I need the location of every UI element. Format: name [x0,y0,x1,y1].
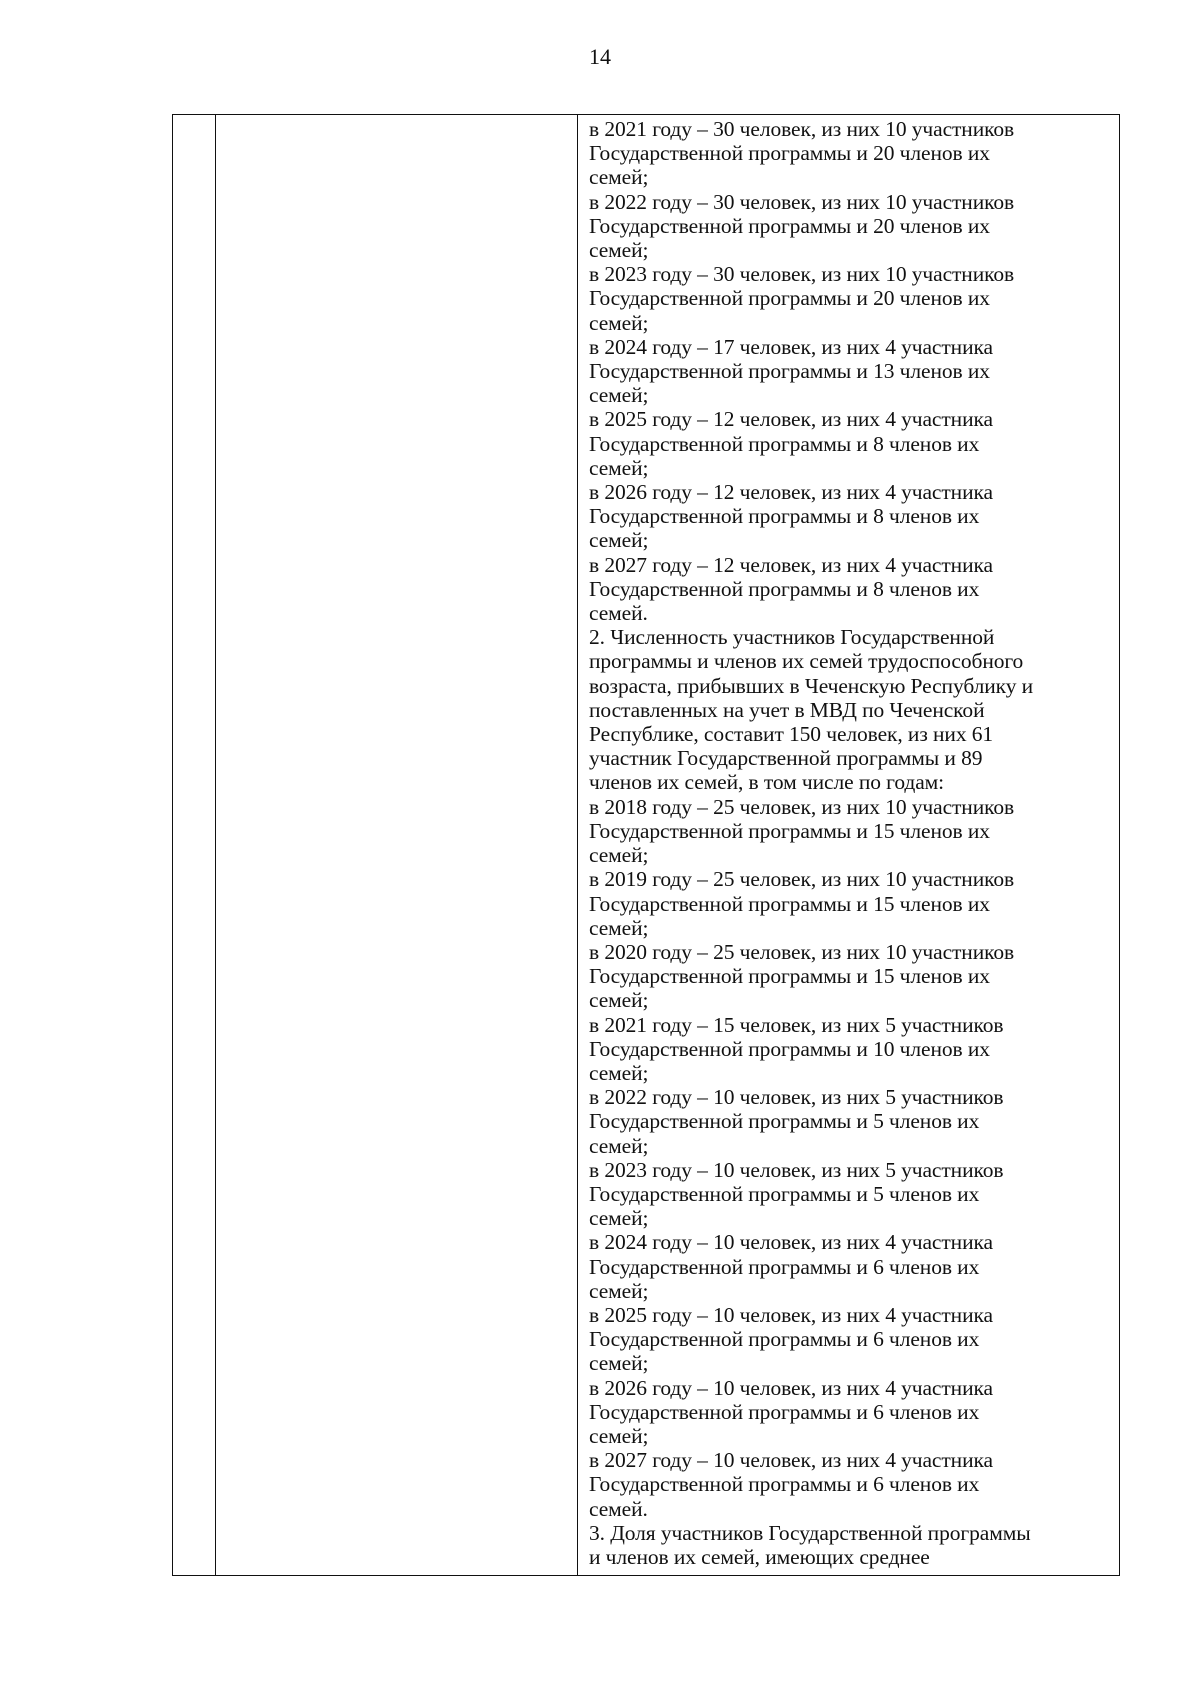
text-line: Государственной программы и 13 членов их [589,359,990,384]
text-line: семей; [589,1351,649,1376]
page-number: 14 [589,44,611,69]
text-line: в 2024 году – 17 человек, из них 4 участника [589,334,993,359]
text-line: семей; [589,310,649,335]
text-line: Государственной программы и 15 членов их [589,818,990,843]
text-line: программы и членов их семей трудоспособного [589,649,1024,674]
text-line: Государственной программы и 15 членов их [589,891,990,916]
text-line: в 2022 году – 10 человек, из них 5 участников [589,1085,1004,1110]
text-line: Государственной программы и 15 членов их [589,964,990,989]
text-line: Государственной программы и 5 членов их [589,1181,980,1206]
text-line: в 2023 году – 30 человек, из них 10 участников [589,262,1015,287]
text-line: семей; [589,843,649,868]
text-line: семей; [589,1423,649,1448]
text-line: в 2022 году – 30 человек, из них 10 участников [589,189,1015,214]
text-line: участник Государственной программы и 89 [589,746,983,771]
text-line: семей. [589,1496,648,1521]
text-line: Государственной программы и 5 членов их [589,1109,980,1134]
text-line: в 2024 году – 10 человек, из них 4 участника [589,1230,993,1255]
text-line: Государственной программы и 6 членов их [589,1254,980,1279]
column-divider-2 [577,115,578,1575]
text-line: Государственной программы и 20 членов их [589,213,990,238]
text-line: Государственной программы и 6 членов их [589,1399,980,1424]
text-line: семей; [589,383,649,408]
text-line: семей; [589,1278,649,1303]
text-line: Республике, составит 150 человек, из них 61 [589,722,994,747]
text-line: в 2026 году – 12 человек, из них 4 участника [589,480,993,505]
text-line: в 2021 году – 30 человек, из них 10 участников [589,117,1015,141]
text-line: 3. Доля участников Государственной программы [589,1520,1031,1545]
text-line: семей; [589,528,649,553]
text-line: членов их семей, в том числе по годам: [589,770,945,795]
text-line: и членов их семей, имеющих среднее [589,1544,930,1569]
text-line: в 2027 году – 12 человек, из них 4 участника [589,552,993,577]
text-line: семей; [589,1206,649,1231]
text-line: Государственной программы и 8 членов их [589,576,980,601]
text-line: семей; [589,1133,649,1158]
text-line: семей; [589,455,649,480]
text-line: возраста, прибывших в Чеченскую Республику и [589,673,1034,698]
text-line: семей; [589,1060,649,1085]
indicator-text-cell [589,117,1115,1569]
text-line: Государственной программы и 8 членов их [589,431,980,456]
document-table [172,114,1120,1576]
text-line: Государственной программы и 20 членов их [589,286,990,311]
text-line: в 2027 году – 10 человек, из них 4 участника [589,1448,993,1473]
text-line: семей. [589,601,648,626]
text-line: в 2025 году – 12 человек, из них 4 участника [589,407,993,432]
text-line: 2. Численность участников Государственной [589,625,995,650]
text-line: в 2019 году – 25 человек, из них 10 участников [589,867,1015,892]
text-line: семей; [589,238,649,263]
text-line: Государственной программы и 20 членов их [589,141,990,166]
text-line: в 2020 году – 25 человек, из них 10 участников [589,939,1015,964]
text-line: в 2023 году – 10 человек, из них 5 участников [589,1157,1004,1182]
text-line: Государственной программы и 10 членов их [589,1036,990,1061]
text-line: семей; [589,915,649,940]
text-line: поставленных на учет в МВД по Чеченской [589,697,985,722]
text-line: Государственной программы и 8 членов их [589,504,980,529]
text-line: семей; [589,988,649,1013]
column-divider-1 [215,115,216,1575]
text-line: Государственной программы и 6 членов их [589,1327,980,1352]
text-line: в 2026 году – 10 человек, из них 4 участника [589,1375,993,1400]
text-line: в 2021 году – 15 человек, из них 5 участников [589,1012,1004,1037]
text-line: Государственной программы и 6 членов их [589,1472,980,1497]
text-line: семей; [589,165,649,190]
text-line: в 2025 году – 10 человек, из них 4 участника [589,1302,993,1327]
text-line: в 2018 году – 25 человек, из них 10 участников [589,794,1015,819]
